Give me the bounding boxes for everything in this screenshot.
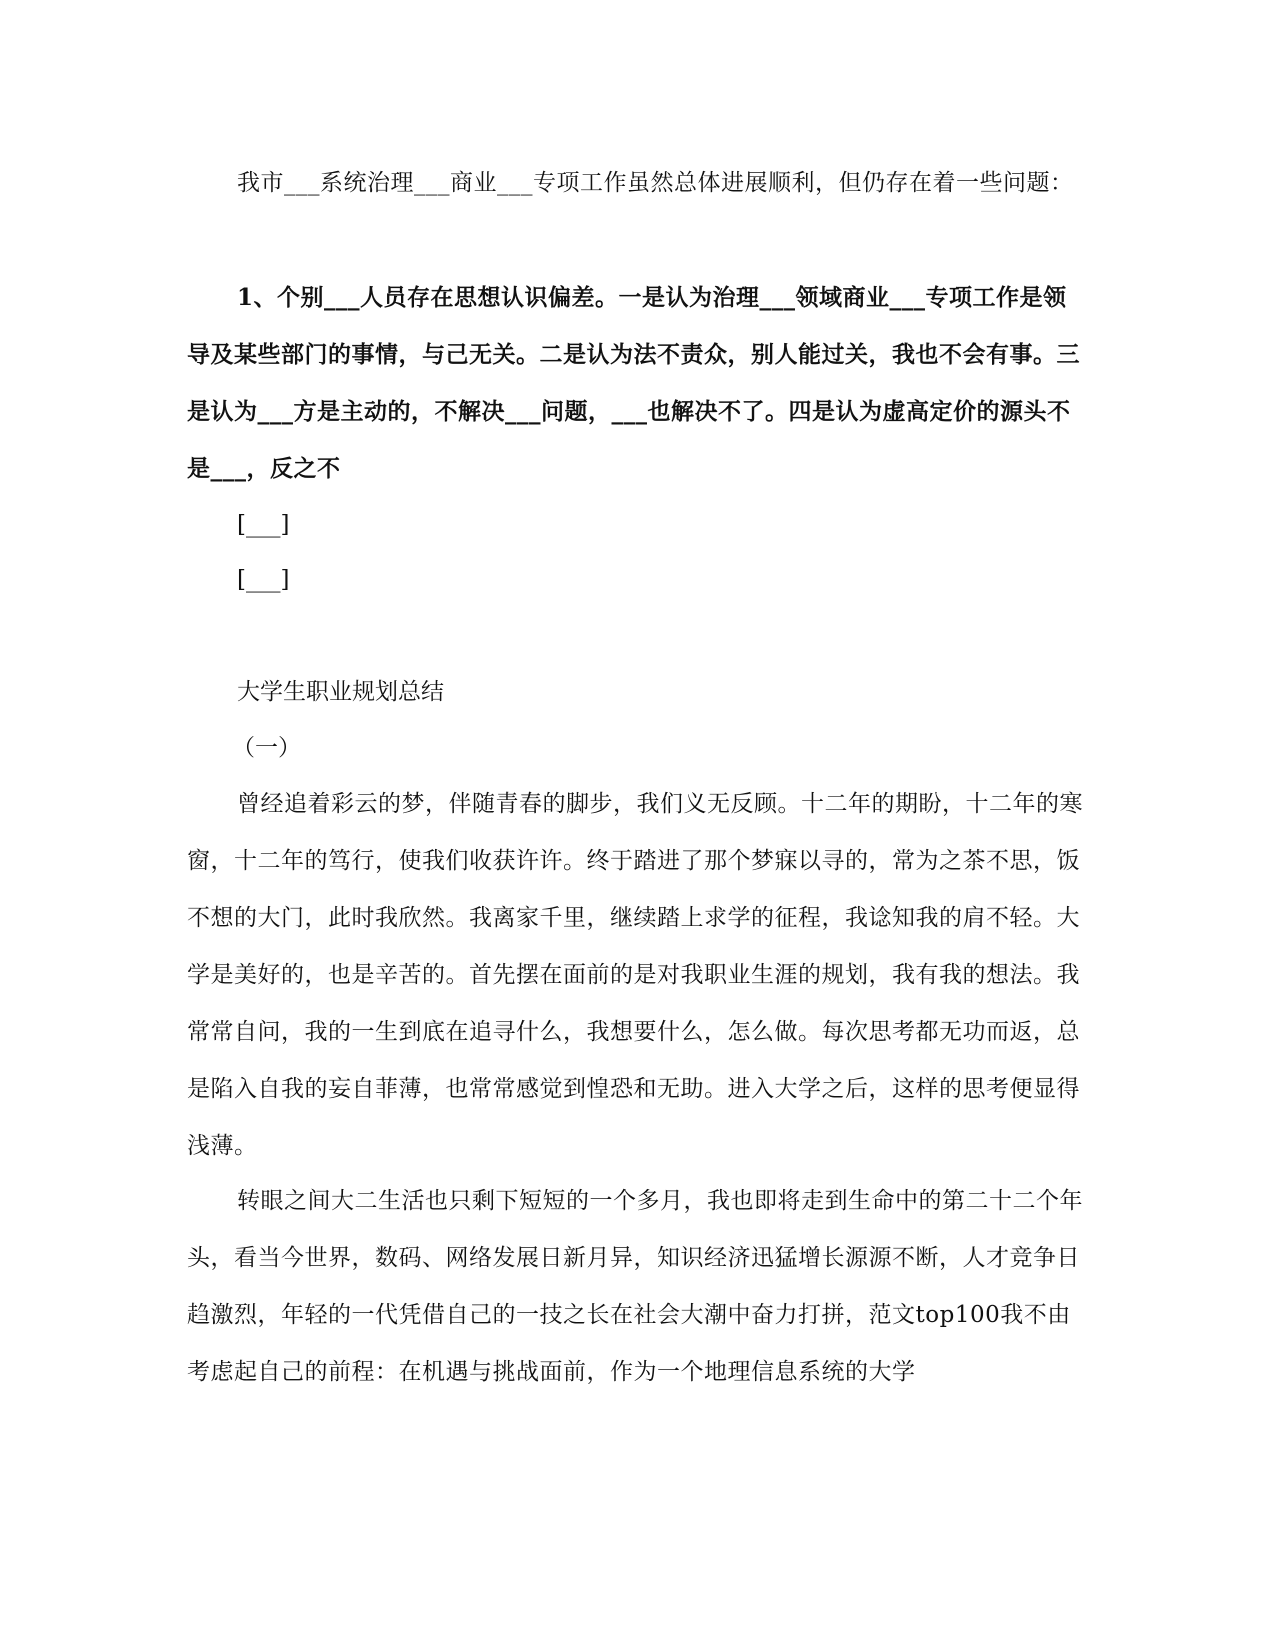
body-paragraph: 转眼之间大二生活也只剩下短短的一个多月，我也即将走到生命中的第二十二个年头，看当今世界，数码、网络发展日新月异，知识经济迅猛增长源源不断，人才竞争日趋激烈，年轻的一代凭借自己的一技之长在社会大潮中奋力打拼，范文top100我不由考虑起自己的前程：在机遇与挑战面前，作为一个地理信息系统的大学 [187, 1188, 1083, 1385]
placeholder-bracket: [___] [237, 567, 290, 593]
intro-paragraph: 我市___系统治理___商业___专项工作虽然总体进展顺利，但仍存在着一些问题： [237, 170, 1074, 196]
section-title: 大学生职业规划总结 [237, 679, 444, 705]
point-one-paragraph: 1、个别___人员存在思想认识偏差。一是认为治理___领域商业___专项工作是领导及某些部门的事情，与己无关。二是认为法不责众，别人能过关，我也不会有事。三是认为___方是主动的，不解决___问题，___也解决不了。四是认为虚高定价的源头不是___，反之不 [187, 284, 1080, 482]
body-paragraph: 曾经追着彩云的梦，伴随青春的脚步，我们义无反顾。十二年的期盼，十二年的寒窗，十二年的笃行，使我们收获许许。终于踏进了那个梦寐以寻的，常为之茶不思，饭不想的大门，此时我欣然。我离家千里，继续踏上求学的征程，我谂知我的肩不轻。大学是美好的，也是辛苦的。首先摆在面前的是对我职业生涯的规划，我有我的想法。我常常自问，我的一生到底在追寻什么，我想要什么，怎么做。每次思考都无功而返，总是陷入自我的妄自菲薄，也常常感觉到惶恐和无助。进入大学之后，这样的思考便显得浅薄。 [187, 791, 1083, 1159]
section-subtitle: （一） [232, 735, 301, 761]
placeholder-bracket: [___] [237, 512, 290, 538]
